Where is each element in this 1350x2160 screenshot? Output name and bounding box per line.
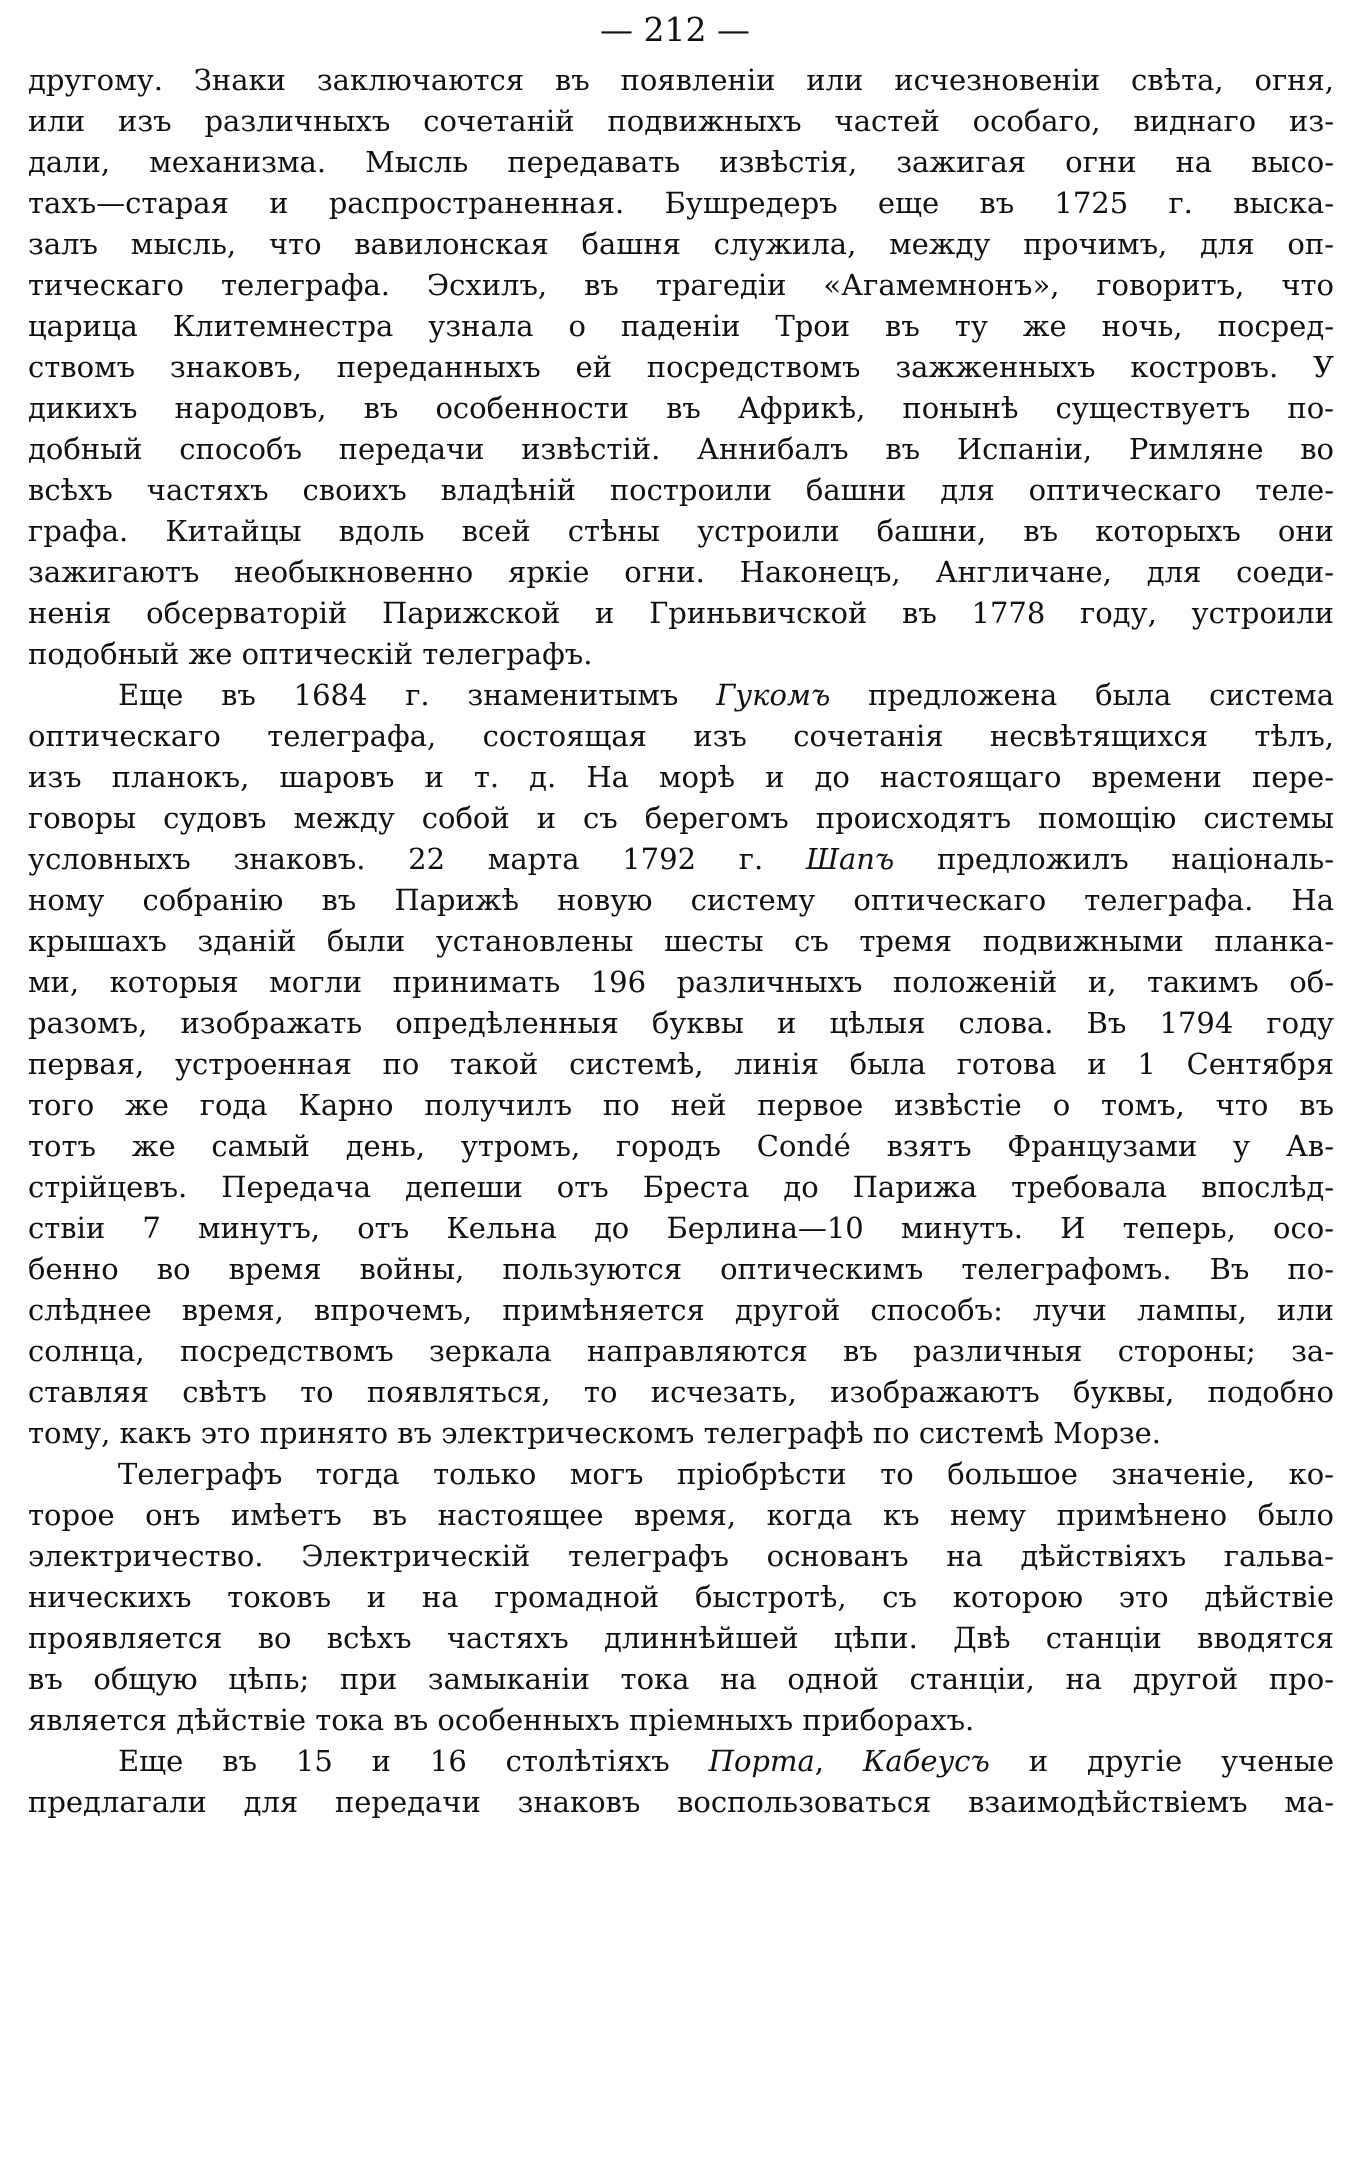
paragraph-start-line: Телеграфъ тогда только могъ пріобрѣсти то большое значеніе, ко- — [118, 1457, 1334, 1491]
text-line: предлагали для передачи знаковъ воспользоваться взаимодѣйствіемъ ма- — [28, 1785, 1334, 1819]
paragraph-start-line: Еще въ 15 и 16 столѣтіяхъ Порта, Кабеусъ и другіе ученые — [118, 1744, 1334, 1778]
text-line: изъ планокъ, шаровъ и т. д. На морѣ и до настоящаго времени пере- — [28, 760, 1334, 794]
text-line: или изъ различныхъ сочетаній подвижныхъ частей особаго, виднаго из- — [28, 104, 1334, 138]
text-line: оптическаго телеграфа, состоящая изъ сочетанія несвѣтящихся тѣлъ, — [28, 719, 1334, 753]
text-line: проявляется во всѣхъ частяхъ длиннѣйшей цѣпи. Двѣ станціи вводятся — [28, 1621, 1334, 1655]
italic-name: Гукомъ — [716, 678, 831, 712]
paragraph-start-line: Еще въ 1684 г. знаменитымъ Гукомъ предложена была система — [118, 678, 1334, 712]
text-line: торое онъ имѣетъ въ настоящее время, когда къ нему примѣнено было — [28, 1498, 1334, 1532]
italic-name: Кабеусъ — [862, 1744, 990, 1778]
text-line: солнца, посредствомъ зеркала направляются въ различныя стороны; за- — [28, 1334, 1334, 1368]
text-line: того же года Карно получилъ по ней первое извѣстіе о томъ, что въ — [28, 1088, 1334, 1122]
text-line: графа. Китайцы вдоль всей стѣны устроили башни, въ которыхъ они — [28, 514, 1334, 548]
text-line: тотъ же самый день, утромъ, городъ Condé взятъ Французами у Ав- — [28, 1129, 1334, 1163]
text-line: всѣхъ частяхъ своихъ владѣній построили башни для оптическаго теле- — [28, 473, 1334, 507]
body-text — [28, 60, 1334, 1823]
text-line: другому. Знаки заключаются въ появленіи или исчезновеніи свѣта, огня, — [28, 63, 1334, 97]
text-line: ненія обсерваторій Парижской и Гриньвичской въ 1778 году, устроили — [28, 596, 1334, 630]
text-line: царица Клитемнестра узнала о паденіи Трои въ ту же ночь, посред- — [28, 309, 1334, 343]
text-line: тическаго телеграфа. Эсхилъ, въ трагедіи «Агамемнонъ», говоритъ, что — [28, 268, 1334, 302]
text-line: въ общую цѣпь; при замыканіи тока на одной станціи, на другой про- — [28, 1662, 1334, 1696]
text-line: ми, которыя могли принимать 196 различныхъ положеній и, такимъ об- — [28, 965, 1334, 999]
text-line: условныхъ знаковъ. 22 марта 1792 г. Шапъ предложилъ національ- — [28, 842, 1334, 876]
paragraph-end-line: подобный же оптическій телеграфъ. — [28, 637, 593, 671]
italic-name: Шапъ — [805, 842, 895, 876]
text-line: дали, механизма. Мысль передавать извѣстія, зажигая огни на высо- — [28, 145, 1334, 179]
italic-name: Порта — [708, 1744, 815, 1778]
text-line: ставляя свѣтъ то появляться, то исчезать, изображаютъ буквы, подобно — [28, 1375, 1334, 1409]
paragraph-end-line: тому, какъ это принято въ электрическомъ телеграфѣ по системѣ Морзе. — [28, 1416, 1162, 1450]
text-line: ническихъ токовъ и на громадной быстротѣ, съ которою это дѣйствіе — [28, 1580, 1334, 1614]
text-line: говоры судовъ между собой и съ берегомъ происходятъ помощію системы — [28, 801, 1334, 835]
page-number: — 212 — — [600, 10, 750, 49]
text-line: электричество. Электрическій телеграфъ основанъ на дѣйствіяхъ гальва- — [28, 1539, 1334, 1573]
paragraph-end-line: является дѣйствіе тока въ особенныхъ пріемныхъ приборахъ. — [28, 1703, 975, 1737]
text-line: зажигаютъ необыкновенно яркіе огни. Наконецъ, Англичане, для соеди- — [28, 555, 1334, 589]
text-line: дикихъ народовъ, въ особенности въ Африкѣ, понынѣ существуетъ по- — [28, 391, 1334, 425]
text-line: ствомъ знаковъ, переданныхъ ей посредствомъ зажженныхъ костровъ. У — [28, 350, 1334, 384]
text-line: первая, устроенная по такой системѣ, линія была готова и 1 Сентября — [28, 1047, 1334, 1081]
text-line: разомъ, изображать опредѣленныя буквы и цѣлыя слова. Въ 1794 году — [28, 1006, 1334, 1040]
text-line: тахъ—старая и распространенная. Бушредеръ еще въ 1725 г. выска- — [28, 186, 1334, 220]
text-line: стрійцевъ. Передача депеши отъ Бреста до Парижа требовала впослѣд- — [28, 1170, 1334, 1204]
text-line: бенно во время войны, пользуются оптическимъ телеграфомъ. Въ по- — [28, 1252, 1334, 1286]
text-line: ствіи 7 минутъ, отъ Кельна до Берлина—10 минутъ. И теперь, осо- — [28, 1211, 1334, 1245]
text-line: ному собранію въ Парижѣ новую систему оптическаго телеграфа. На — [28, 883, 1334, 917]
text-line: слѣднее время, впрочемъ, примѣняется другой способъ: лучи лампы, или — [28, 1293, 1334, 1327]
text-line: крышахъ зданій были установлены шесты съ тремя подвижными планка- — [28, 924, 1334, 958]
text-line: добный способъ передачи извѣстій. Аннибалъ въ Испаніи, Римляне во — [28, 432, 1334, 466]
text-line: залъ мысль, что вавилонская башня служила, между прочимъ, для оп- — [28, 227, 1334, 261]
